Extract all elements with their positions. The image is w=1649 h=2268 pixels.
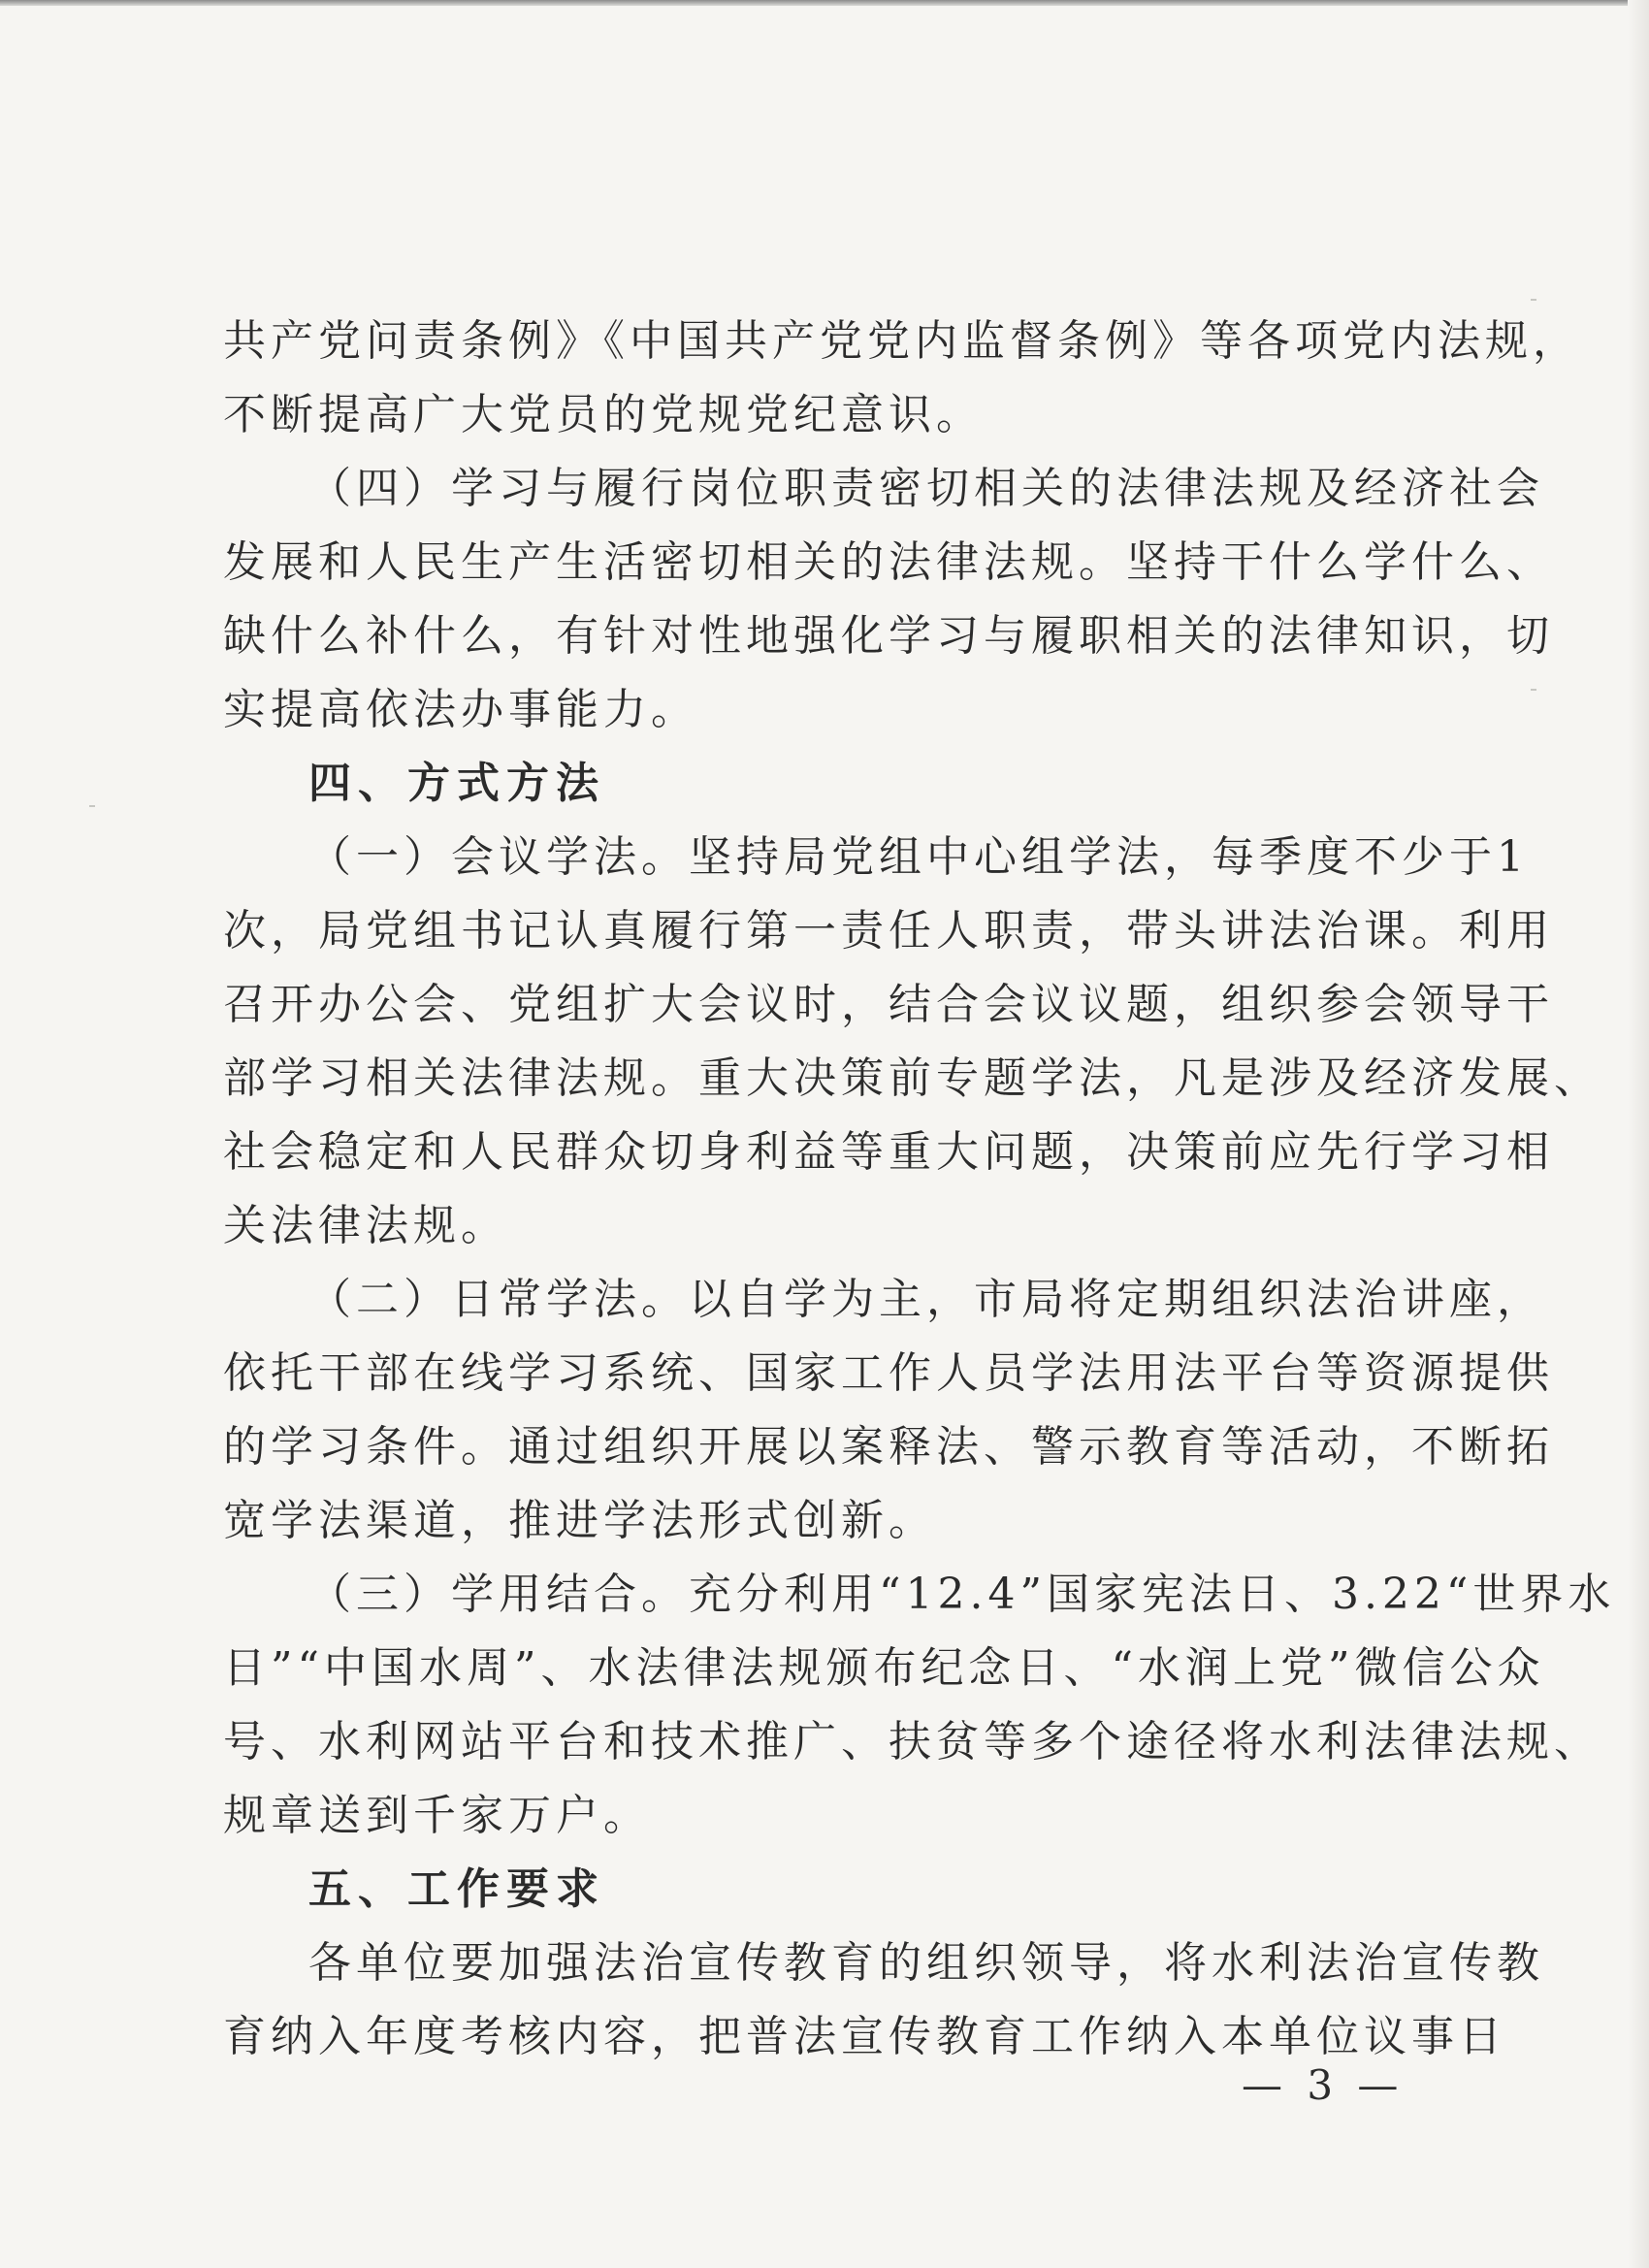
scan-speck [1531, 299, 1536, 301]
requirements-line-1: 各单位要加强法治宣传教育的组织领导，将水利法治宣传教 [308, 1938, 1544, 1988]
method-one-line-2: 次，局党组书记认真履行第一责任人职责，带头讲法治课。利用 [223, 906, 1554, 956]
method-one-line-1: （一）会议学法。坚持局党组中心组学法，每季度不少于1 [308, 832, 1529, 882]
method-one-line-6: 关法律法规。 [223, 1201, 508, 1250]
section-heading-requirements: 五、工作要求 [308, 1864, 605, 1914]
method-two-line-1: （二）日常学法。以自学为主，市局将定期组织法治讲座， [308, 1275, 1544, 1324]
method-two-line-4: 宽学法渠道，推进学法形式创新。 [223, 1496, 936, 1545]
body-line-2: 不断提高广大党员的党规党纪意识。 [223, 390, 984, 439]
body-line-1: 共产党问责条例》《中国共产党党内监督条例》等各项党内法规， [223, 316, 1580, 366]
method-one-line-4: 部学习相关法律法规。重大决策前专题学法，凡是涉及经济发展、 [223, 1053, 1601, 1103]
method-one-line-5: 社会稳定和人民群众切身利益等重大问题，决策前应先行学习相 [223, 1127, 1554, 1177]
paragraph-four-line-2: 发展和人民生产生活密切相关的法律法规。坚持干什么学什么、 [223, 537, 1554, 587]
method-three-line-4: 规章送到千家万户。 [223, 1791, 651, 1840]
scan-top-edge [0, 0, 1649, 6]
paragraph-four-line-3: 缺什么补什么，有针对性地强化学习与履职相关的法律知识，切 [223, 611, 1554, 661]
scan-right-edge [1628, 0, 1649, 2268]
method-three-line-3: 号、水利网站平台和技术推广、扶贫等多个途径将水利法律法规、 [223, 1717, 1601, 1766]
scan-speck [89, 805, 95, 807]
paragraph-four-line-4: 实提高依法办事能力。 [223, 685, 698, 734]
method-three-line-2: 日”“中国水周”、水法律法规颁布纪念日、“水润上党”微信公众 [223, 1643, 1545, 1693]
requirements-line-2: 育纳入年度考核内容，把普法宣传教育工作纳入本单位议事日 [223, 2012, 1506, 2061]
paragraph-four-line-1: （四）学习与履行岗位职责密切相关的法律法规及经济社会 [308, 464, 1544, 513]
method-three-line-1: （三）学用结合。充分利用“12.4”国家宪法日、3.22“世界水 [308, 1570, 1616, 1619]
scan-speck [1531, 689, 1536, 691]
method-two-line-2: 依托干部在线学习系统、国家工作人员学法用法平台等资源提供 [223, 1348, 1554, 1398]
method-one-line-3: 召开办公会、党组扩大会议时，结合会议议题，组织参会领导干 [223, 980, 1554, 1029]
page-number: — 3 — [1242, 2061, 1405, 2109]
method-two-line-3: 的学习条件。通过组织开展以案释法、警示教育等活动，不断拓 [223, 1422, 1554, 1472]
section-heading-methods: 四、方式方法 [308, 759, 605, 808]
